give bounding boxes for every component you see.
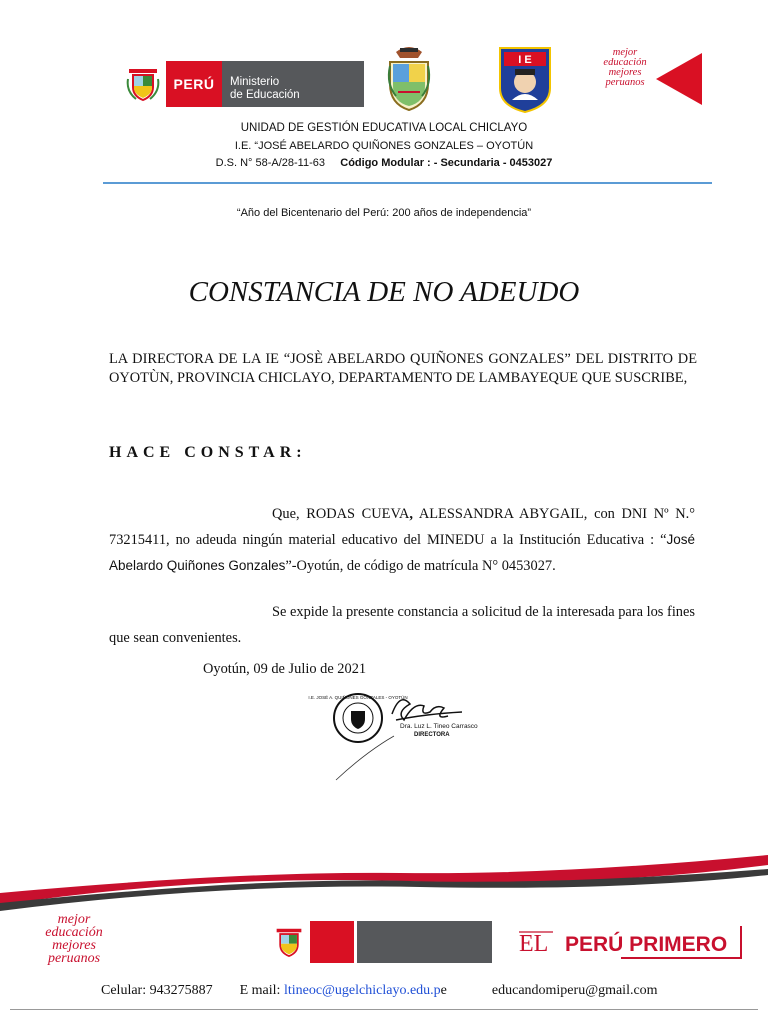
- signatory-name: Dra. Luz L. Tineo Carrasco: [400, 723, 478, 730]
- mejor-educacion-logo: mejor educación mejores peruanos: [603, 47, 647, 88]
- ie-badge-icon: [498, 46, 552, 114]
- codigo-modular: Código Modular : - Secundaria - 0453027: [340, 157, 553, 169]
- gray-block: [357, 921, 492, 963]
- ugel-name: UNIDAD DE GESTIÓN EDUCATIVA LOCAL CHICLAYO: [240, 122, 528, 134]
- ministry-name: Ministerio de Educación: [230, 76, 300, 101]
- el-peru-primero-logo: [517, 922, 743, 962]
- peru-primero-text: PERÚ PRIMERO: [565, 933, 728, 956]
- peru-label: PERÚ: [166, 61, 222, 107]
- footer-divider: [10, 1009, 758, 1010]
- purpose-paragraph: Se expide la presente constancia a solicitud de la interesada para los fines que sean convenientes.: [109, 604, 695, 646]
- hace-constar-heading: HACE CONSTAR:: [109, 444, 307, 461]
- email-link[interactable]: ltineoc@ugelchiclayo.edu.p: [283, 983, 441, 998]
- el-text: EL: [519, 931, 549, 957]
- svg-text:I E: I E: [518, 54, 532, 66]
- school-codes: [0, 157, 768, 169]
- signature-stamp: [308, 686, 478, 782]
- decreto-number: D.S. N° 58-A/28-11-63: [215, 157, 325, 169]
- stamp-text: I.E. JOSÉ A. QUIÑONES GONZALES - OYOTÚN: [308, 695, 408, 700]
- secondary-email[interactable]: educandomiperu@gmail.com: [491, 983, 658, 998]
- school-name: I.E. “JOSÉ ABELARDO QUIÑONES GONZALES – OYOTÚN: [234, 140, 534, 152]
- header-divider: [103, 182, 712, 184]
- document-title: CONSTANCIA DE NO ADEUDO: [188, 276, 580, 308]
- mejor-educacion-footer-logo: mejor educación mejores peruanos: [45, 912, 103, 966]
- certification-paragraph: Que, RODAS CUEVA, ALESSANDRA ABYGAIL, con DNI Nº N.° 73215411, no adeuda ningún material educativo del MINEDU a la Institución Educativa : “José Abelardo Quiñones Gonzales”-Oyotún, de código de matrícula N° 0453027.: [109, 506, 695, 574]
- peru-shield-icon: [268, 921, 310, 963]
- school-crest-icon: [386, 44, 432, 112]
- issue-date: Oyotún, 09 de Julio de 2021: [203, 661, 367, 677]
- peru-shield-icon: [120, 61, 166, 107]
- signatory-role: DIRECTORA: [414, 732, 450, 738]
- red-block: [310, 921, 354, 963]
- school-name-inline: José Abelardo Quiñones Gonzales: [109, 532, 695, 573]
- red-triangle-decoration: [656, 53, 702, 105]
- intro-paragraph: LA DIRECTORA DE LA IE “JOSÈ ABELARDO QUIÑONES GONZALES” DEL DISTRITO DE OYOTÙN, PROVINCIA CHICLAYO, DEPARTAMENTO DE LAMBAYEQUE QUE SUSCRIBE,: [109, 351, 697, 386]
- year-motto: “Año del Bicentenario del Perú: 200 años de independencia”: [236, 207, 532, 219]
- minedu-logo: [120, 61, 364, 107]
- phone-number: 943275887: [149, 983, 213, 998]
- gobierno-footer-logo: [268, 921, 492, 963]
- contact-line: Celular: 943275887 E mail: ltineoc@ugelchiclayo.edu.pe educandomiperu@gmail.com: [101, 983, 658, 998]
- footer-wave-decoration: [0, 855, 768, 915]
